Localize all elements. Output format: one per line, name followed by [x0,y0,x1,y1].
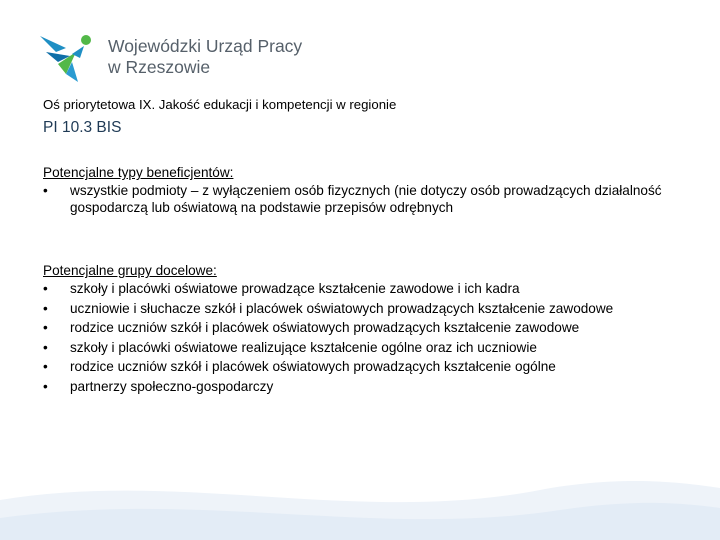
beneficiaries-list [43,183,683,216]
list-item [43,183,683,216]
list-item [43,301,683,318]
bullet-icon: • [43,281,48,296]
list-item [43,359,683,376]
beneficiaries-title: Potencjalne typy beneficjentów: [43,165,234,180]
list-item-text: wszystkie podmioty – z wyłączeniem osób fizycznych (nie dotyczy osób prowadzących działalność gospodarczą lub oświatową na podstawie przepisów odrębnych [70,183,662,215]
list-item [43,379,683,396]
list-item-text: rodzice uczniów szkół i placówek oświatowych prowadzących kształcenie zawodowe [70,320,580,335]
bullet-icon: • [43,339,48,355]
target-groups-list [43,281,683,395]
target-groups-title: Potencjalne grupy docelowe: [43,263,217,278]
organization-logo [36,26,326,84]
beneficiaries-section [43,164,683,219]
organization-name-line2: w Rzeszowie [108,57,211,77]
bullet-icon: • [43,378,48,394]
measure-code: PI 10.3 BIS [43,119,122,136]
bullet-icon: • [43,359,48,374]
list-item-text: szkoły i placówki oświatowe realizujące kształcenie ogólne oraz ich uczniowie [70,339,537,355]
organization-name-line1: Wojewódzki Urząd Pracy [108,36,303,56]
organization-name [108,36,302,78]
list-item-text: rodzice uczniów szkół i placówek oświatowych prowadzących kształcenie ogólne [70,359,556,374]
bullet-icon: • [43,320,48,335]
target-groups-section [43,262,683,398]
background-wave-decoration [0,430,720,540]
list-item-text: uczniowie i słuchacze szkół i placówek oświatowych prowadzących kształcenie zawodowe [70,300,614,316]
list-item [43,340,683,357]
bullet-icon: • [43,183,48,198]
list-item [43,320,683,337]
list-item-text: partnerzy społeczno-gospodarczy [70,378,274,394]
bullet-icon: • [43,300,48,316]
list-item [43,281,683,298]
priority-axis-heading: Oś priorytetowa IX. Jakość edukacji i kompetencji w regionie [43,97,397,112]
bird-logo-icon [36,26,100,84]
list-item-text: szkoły i placówki oświatowe prowadzące kształcenie zawodowe i ich kadra [70,281,520,296]
